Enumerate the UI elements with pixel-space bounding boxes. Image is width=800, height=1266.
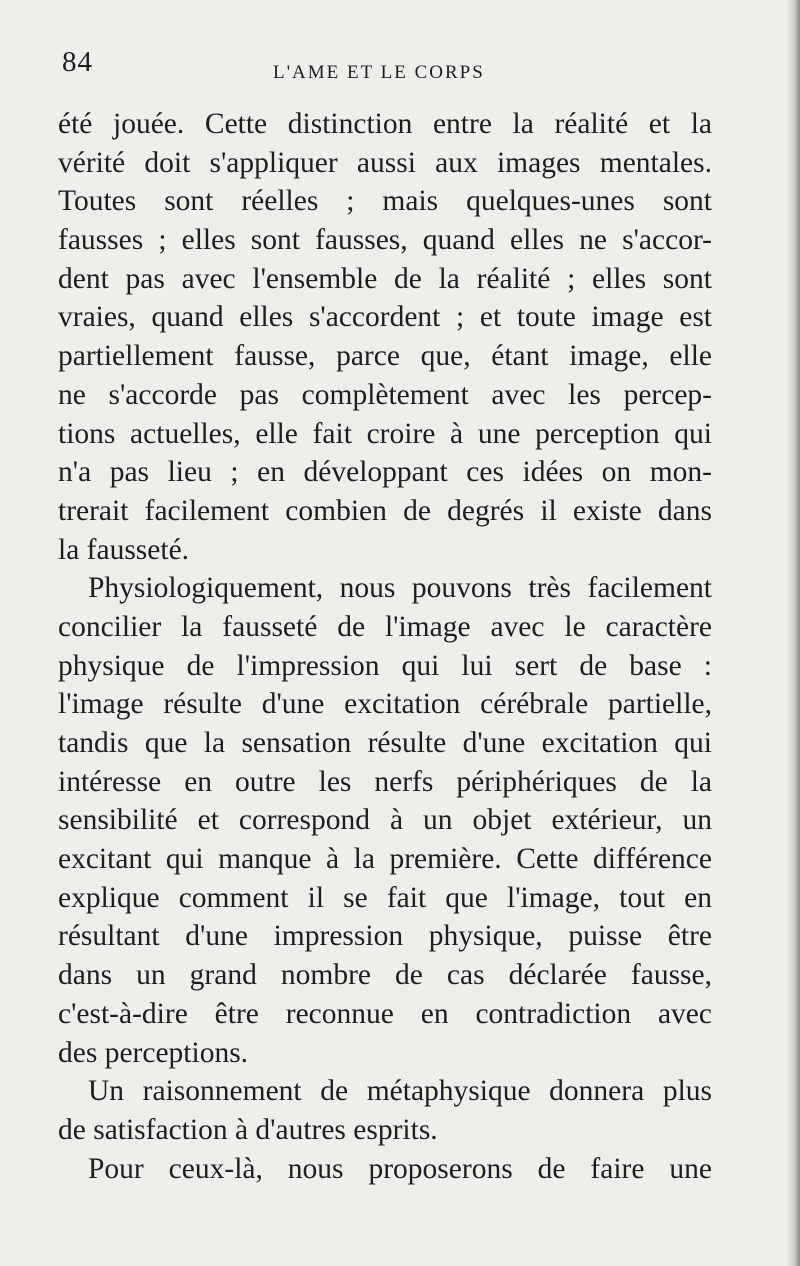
text-line: vérité doit s'appliquer aussi aux images mentales. xyxy=(58,146,712,179)
text-line: physique de l'impression qui lui sert de base : xyxy=(58,649,712,682)
text-line: tandis que la sensation résulte d'une excitation qui xyxy=(58,727,712,759)
text-line: n'a pas lieu ; en développant ces idées on mon- xyxy=(58,456,712,489)
text-line: dans un grand nombre de cas déclarée fausse, xyxy=(58,959,712,992)
text-line: résultant d'une impression physique, puisse être xyxy=(58,920,712,953)
text-line: Un raisonnement de métaphysique donnera plus xyxy=(88,1075,712,1108)
text-line: ne s'accorde pas complètement avec les percep- xyxy=(58,378,712,411)
paragraph-1 xyxy=(58,105,712,569)
text-line: Pour ceux-là, nous proposerons de faire une xyxy=(88,1152,712,1185)
text-line: c'est-à-dire être reconnue en contradiction avec xyxy=(58,997,712,1030)
page-number: 84 xyxy=(62,46,93,78)
text-line: concilier la fausseté de l'image avec le caractère xyxy=(58,610,712,643)
paragraph-2 xyxy=(58,569,712,1072)
text-line: tions actuelles, elle fait croire à une perception qui xyxy=(58,417,712,450)
text-line: été jouée. Cette distinction entre la réalité et la xyxy=(58,108,712,140)
text-line: trerait facilement combien de degrés il existe dans xyxy=(58,494,712,527)
text-line: dent pas avec l'ensemble de la réalité ; elles sont xyxy=(58,262,712,295)
text-line: sensibilité et correspond à un objet extérieur, un xyxy=(58,804,712,837)
text-line: de satisfaction à d'autres esprits. xyxy=(58,1113,438,1146)
text-line: intéresse en outre les nerfs périphériques de la xyxy=(58,765,712,798)
body-text xyxy=(58,105,712,1188)
text-line: excitant qui manque à la première. Cette différence xyxy=(58,843,712,876)
running-title: L'AME ET LE CORPS xyxy=(273,62,485,83)
text-line: vraies, quand elles s'accordent ; et toute image est xyxy=(58,301,712,334)
paragraph-4 xyxy=(58,1150,712,1189)
paragraph-3 xyxy=(58,1072,712,1149)
text-line: explique comment il se fait que l'image, tout en xyxy=(58,881,712,914)
scan-edge-shadow xyxy=(786,0,800,1266)
text-line: partiellement fausse, parce que, étant image, elle xyxy=(58,340,712,373)
text-line: Physiologiquement, nous pouvons très facilement xyxy=(88,572,712,605)
text-line: l'image résulte d'une excitation cérébrale partielle, xyxy=(58,688,712,721)
text-line: la fausseté. xyxy=(58,533,190,566)
text-line: Toutes sont réelles ; mais quelques-unes sont xyxy=(58,185,712,218)
text-line: des perceptions. xyxy=(58,1036,249,1069)
text-line: fausses ; elles sont fausses, quand elles ne s'accor- xyxy=(58,224,712,257)
